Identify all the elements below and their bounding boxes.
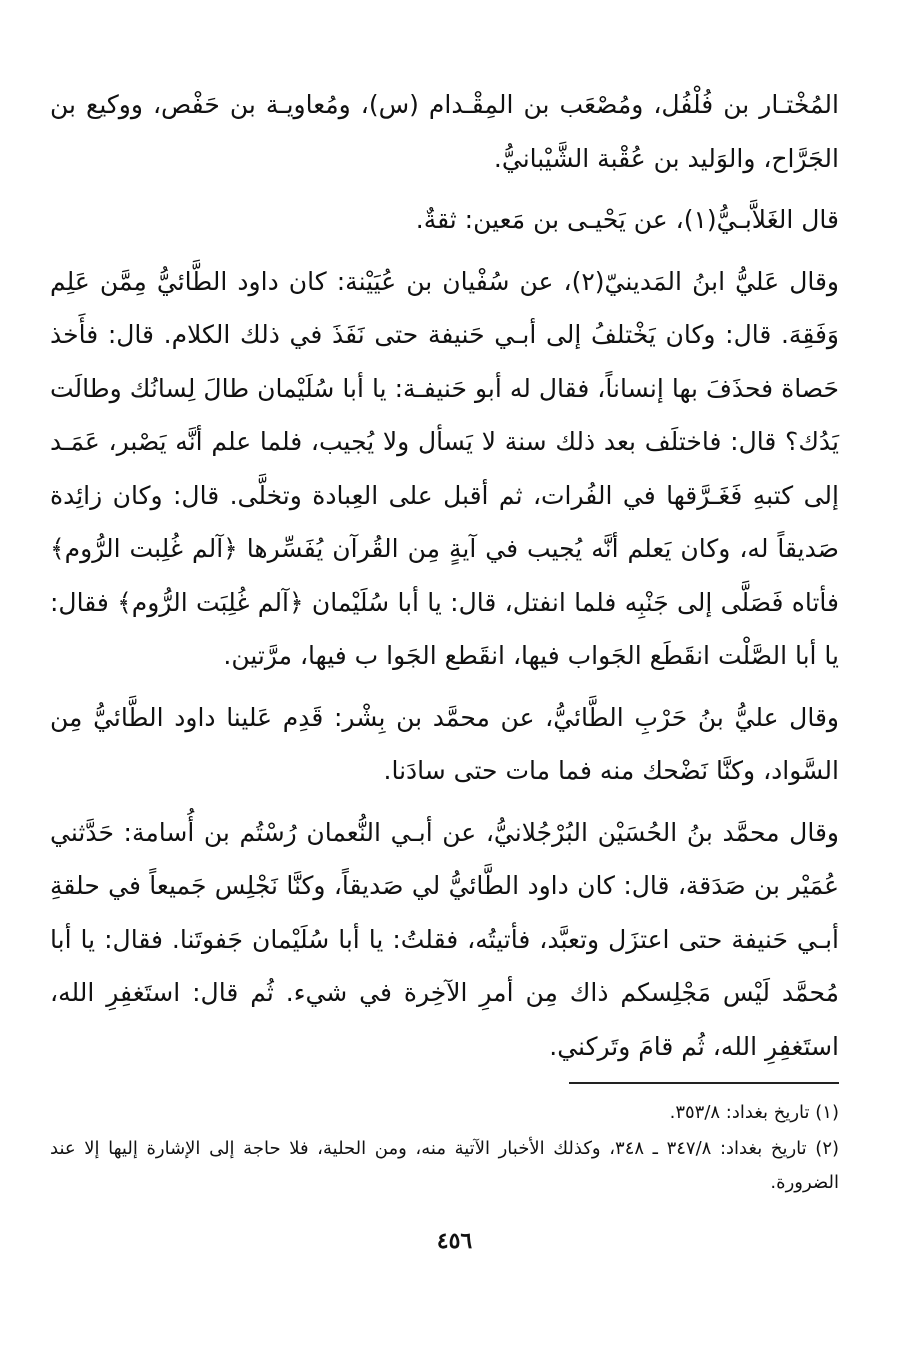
paragraph-5: وقال محمَّد بنُ الحُسَيْن البُرْجُلانيُّ، عن أبـي النُّعمان رُسْتُم بن أُسامة: حَدَّثني عُمَيْر بن صَدَقة، قال: كان داود الطَّائيُّ لي صَديقاً، وكنَّا نَجْلِس جَميعاً في حلقةِ أبـي حَنيفة حتى اعتزَل وتعبَّد، فأتيتُه، فقلتُ: يا أبا سُلَيْمان جَفوتَنا. فقال: يا أبا مُحمَّد لَيْس مَجْلِسكم ذاك مِن أمرِ الآخِرة في شيء. ثُم قال: استَغفِرِ الله، استَغفِرِ الله، ثُم قامَ وتَركني.	[50, 817, 839, 1061]
footnotes	[50, 1096, 839, 1200]
footnote-2: (٢) تاريخ بغداد: ٣٤٧/٨ ـ ٣٤٨، وكذلك الأخبار الآتية منه، ومن الحلية، فلا حاجة إلى الإشارة إليها إلا عند الضرورة.	[50, 1138, 840, 1193]
paragraph-1: المُخْتـار بن فُلْفُل، ومُصْعَب بن المِقْـدام (س)، ومُعاويـة بن حَفْص، ووكيع بن الجَرَّاح، والوَليد بن عُقْبة الشَّيْبانيُّ.	[50, 90, 839, 173]
footnote-separator	[569, 1082, 839, 1084]
page-number: ٤٥٦	[436, 1228, 473, 1254]
paragraph-3: وقال عَليُّ ابنُ المَدينيّ(٢)، عن سُفْيان بن عُيَيْنة: كان داود الطَّائيُّ مِمَّن عَلِم وَفَقِهَ. قال: وكان يَخْتلفُ إلى أبـي حَنيفة حتى نَفَذَ في ذلك الكلام. قال: فأَخذ حَصاة فحذَفَ بها إنساناً، فقال له أبو حَنيفـة: يا أبا سُلَيْمان طالَ لِسانُك وطالَت يَدُك؟ قال: فاختلَف بعد ذلك سنة لا يَسأل ولا يُجيب، فلما علم أنَّه يَصْبر، عَمَـد إلى كتبهِ فَغَـرَّقها في الفُرات، ثم أقبل على العِبادة وتخلَّى. قال: وكان زائِدة صَديقاً له، وكان يَعلم أنَّه يُجيب في آيةٍ مِن القُرآن يُفَسِّرها ﴿آلم غُلِبت الرُّوم﴾ فأتاه فَصَلَّى إلى جَنْبِه فلما انفتل، قال: يا أبا سُلَيْمان ﴿آلم غُلِبَت الرُّوم﴾ فقال: يا أبا الصَّلْت انقَطَع الجَواب فيها، انقَطع الجَوا ب فيها، مرَّتين.	[50, 266, 840, 670]
paragraph-2: قال الغَلاَّبـيُّ(١)، عن يَحْيـى بن مَعين: ثقةٌ.	[415, 205, 839, 234]
main-text	[50, 78, 839, 1073]
paragraph-4: وقال عليُّ بنُ حَرْبِ الطَّائيُّ، عن محمَّد بن بِشْر: قَدِم عَلينا داود الطَّائيُّ مِن السَّواد، وكنَّا نَضْحك منه فما مات حتى سادَنا.	[50, 702, 839, 785]
footnote-1: (١) تاريخ بغداد: ٣٥٣/٨.	[669, 1102, 839, 1123]
